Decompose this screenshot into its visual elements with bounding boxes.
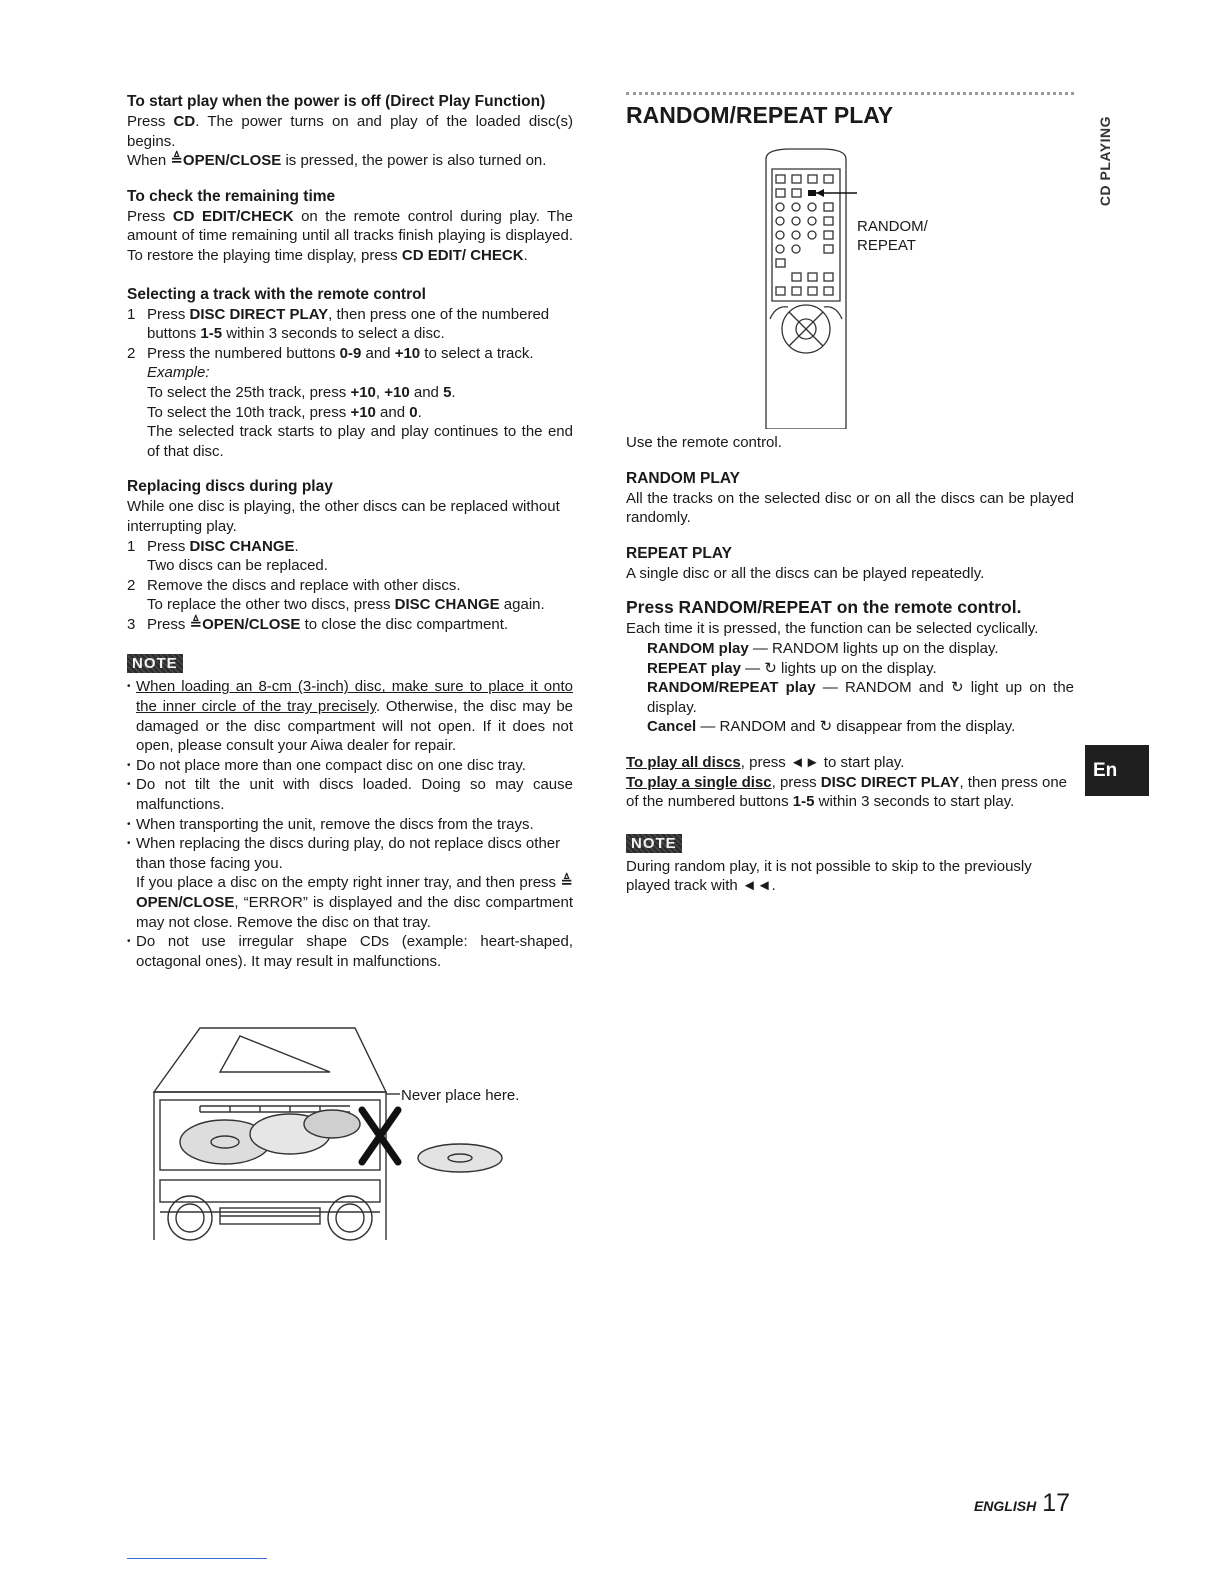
example-line: To select the 10th track, press +10 and 0. — [147, 403, 422, 421]
mode-list — [626, 639, 1074, 737]
note-item: • When loading an 8-cm (3-inch) disc, make sure to place it onto the inner circle of the tray precisely. Otherwise, the disc may be damaged or the disc compartment will not open. If it does not open, please consult your Aiwa dealer for repair. — [127, 677, 573, 755]
repeat-play-heading: REPEAT PLAY — [626, 544, 732, 562]
replacing-intro: While one disc is playing, the other discs can be replaced without interrupting play. — [127, 498, 560, 535]
replacing-steps — [127, 537, 573, 635]
page-number: 17 — [1042, 1489, 1070, 1517]
left-note-section — [127, 654, 573, 971]
note-item: • Do not use irregular shape CDs (example: heart-shaped, octagonal ones). It may result in malfunctions. — [127, 932, 573, 971]
step-item: 1 Press DISC CHANGE. Two discs can be replaced. — [127, 537, 328, 575]
left-column — [127, 92, 573, 971]
step-item: 2 Press the numbered buttons 0-9 and +10 to select a track. Example: To select the 25th track, press +10, +10 and 5. To select the 10th track, press +10 and 0. The selected track starts to play and play continues to the end of that disc. — [127, 344, 573, 460]
random-play-heading: RANDOM PLAY — [626, 469, 740, 487]
note-item: • When replacing the discs during play, do not replace discs other than those facing you. If you place a disc on the empty right inner tray, and then press ≜ OPEN/CLOSE, “ERROR” is displayed and the disc compartment may not close. Remove the disc on that tray. — [127, 834, 573, 932]
cd-changer-illustration — [150, 1022, 530, 1244]
press-intro: Each time it is pressed, the function can be selected cyclically. — [626, 620, 1039, 638]
page-title: RANDOM/REPEAT PLAY — [626, 92, 1074, 129]
selecting-track-section — [127, 285, 573, 462]
remaining-time-text: Press CD EDIT/CHECK on the remote control during play. The amount of time remaining until all tracks finish playing is displayed. To restore the playing time display, press CD EDIT/ CHECK. — [127, 207, 573, 264]
note-item: • Do not tilt the unit with discs loaded. Doing so may cause malfunctions. — [127, 775, 573, 814]
remote-control-illustration — [626, 129, 1074, 429]
note-item: • Do not place more than one compact disc on one disc tray. — [127, 756, 573, 776]
random-play-text: All the tracks on the selected disc or on all the discs can be played randomly. — [626, 489, 1074, 527]
press-section — [626, 595, 1074, 737]
mode-item: RANDOM play — RANDOM lights up on the display. — [647, 639, 999, 657]
random-repeat-button-label: RANDOM/ REPEAT — [857, 218, 928, 254]
right-note-text: During random play, it is not possible to skip to the previously played track with ◄◄. — [626, 857, 1032, 895]
bottom-rule — [127, 1558, 267, 1559]
direct-play-text-2: When ≜OPEN/CLOSE is pressed, the power is also turned on. — [127, 152, 547, 170]
remote-caption: Use the remote control. — [626, 434, 782, 451]
repeat-play-section — [626, 544, 1074, 584]
play-all-discs: To play all discs, press ◄► to start play. — [626, 753, 905, 771]
mode-item: RANDOM/REPEAT play — RANDOM and ↻ light up on the display. — [647, 679, 1075, 716]
language-tab: En — [1085, 745, 1149, 796]
example-result: The selected track starts to play and play continues to the end of that disc. — [147, 423, 573, 460]
note-bullets — [127, 677, 573, 971]
step-item: 2 Remove the discs and replace with other discs. To replace the other two discs, press DISC CHANGE again. — [127, 576, 545, 614]
section-tab-cd-playing: CD PLAYING — [1097, 115, 1114, 207]
direct-play-heading: To start play when the power is off (Direct Play Function) — [127, 93, 546, 110]
direct-play-text: Press CD. The power turns on and play of the loaded disc(s) begins. — [127, 113, 573, 150]
repeat-play-text: A single disc or all the discs can be played repeatedly. — [626, 564, 985, 582]
remaining-time-section — [127, 187, 573, 266]
direct-play-section — [127, 92, 573, 171]
footer-language: ENGLISH — [973, 1498, 1037, 1514]
right-column — [626, 92, 1074, 896]
play-single-disc: To play a single disc, press DISC DIRECT PLAY, then press one of the numbered buttons 1-5 within 3 seconds to start play. — [626, 773, 1068, 811]
example-label: Example: — [147, 364, 210, 382]
step-item: 1 Press DISC DIRECT PLAY, then press one of the numbered buttons 1-5 within 3 seconds to select a disc. — [127, 305, 550, 343]
mode-item: Cancel — RANDOM and ↻ disappear from the display. — [647, 718, 1016, 736]
note-badge: NOTE — [127, 654, 183, 673]
press-heading: Press RANDOM/REPEAT on the remote control. — [626, 597, 1022, 618]
step-item: 3 Press ≜OPEN/CLOSE to close the disc compartment. — [127, 615, 509, 633]
page-footer — [973, 1489, 1070, 1517]
play-instructions — [626, 753, 1074, 812]
note-badge: NOTE — [626, 834, 682, 853]
remaining-time-heading: To check the remaining time — [127, 187, 336, 205]
random-play-section — [626, 469, 1074, 528]
example-line: To select the 25th track, press +10, +10 and 5. — [147, 383, 456, 401]
note-item: • When transporting the unit, remove the discs from the trays. — [127, 815, 573, 835]
right-note-section — [626, 834, 1074, 896]
remote-figure — [626, 129, 1074, 429]
mode-item: REPEAT play — ↻ lights up on the display. — [647, 659, 937, 677]
selecting-track-heading: Selecting a track with the remote control — [127, 285, 426, 303]
replacing-heading: Replacing discs during play — [127, 478, 333, 496]
selecting-steps — [127, 305, 573, 462]
never-place-label: Never place here. — [401, 1087, 520, 1104]
replacing-section — [127, 477, 573, 634]
